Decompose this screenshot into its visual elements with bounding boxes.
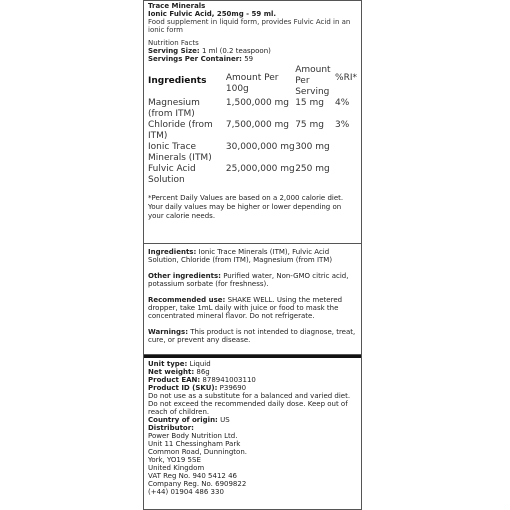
nutrition-panel — [143, 0, 362, 244]
distributor-line: Company Reg. No. 6909822 — [148, 480, 247, 488]
recommended-use-label: Recommended use: — [148, 296, 226, 304]
product-sku-label: Product ID (SKU): — [148, 384, 218, 392]
row-per100g: 1,500,000 mg — [225, 98, 290, 108]
distributor-line: York, YO19 5SE — [148, 456, 201, 464]
col-amount-100g: Amount Per 100g — [225, 73, 279, 94]
row-ri — [335, 164, 357, 186]
table-row — [148, 120, 357, 142]
servings-value: 59 — [244, 55, 254, 63]
row-per-serving: 300 mg — [295, 142, 330, 152]
servings-per-container — [148, 55, 357, 63]
row-name: Fulvic Acid Solution — [148, 164, 196, 185]
table-row — [148, 142, 357, 164]
distributor-line: United Kingdom — [148, 464, 205, 472]
country-of-origin-label: Country of origin: — [148, 416, 218, 424]
distributor-line: VAT Reg No. 940 5412 46 — [148, 472, 237, 480]
distributor-line: Unit 11 Chessingham Park — [148, 440, 241, 448]
net-weight — [148, 368, 357, 376]
servings-label: Servings Per Container: — [148, 55, 242, 63]
row-ri — [335, 142, 357, 164]
row-per100g: 7,500,000 mg — [225, 120, 290, 130]
distributor-line: Power Body Nutrition Ltd. — [148, 432, 238, 440]
product-title: Ionic Fulvic Acid, 250mg - 59 ml. — [148, 10, 277, 18]
ingredients-text: Ionic Trace Minerals (ITM), Fulvic Acid Solution, Chloride (from ITM), Magnesium (from ITM) — [148, 248, 333, 264]
table-header-row — [148, 65, 357, 98]
ingredients-table — [148, 65, 357, 186]
ingredients-label: Ingredients: — [148, 248, 197, 256]
serving-size — [148, 47, 357, 55]
table-row — [148, 164, 357, 186]
ingredients-statement — [148, 248, 357, 264]
unit-type — [148, 360, 357, 368]
usage-advice: Do not use as a substitute for a balanced and varied diet. Do not exceed the recommended daily dose. Keep out of reach of children. — [148, 392, 351, 416]
unit-type-label: Unit type: — [148, 360, 188, 368]
country-of-origin — [148, 416, 357, 424]
product-info-panel — [143, 355, 362, 510]
row-per-serving: 15 mg — [295, 98, 324, 108]
product-sku — [148, 384, 357, 392]
serving-size-value: 1 ml (0.2 teaspoon) — [201, 47, 271, 55]
other-ingredients-label: Other ingredients: — [148, 272, 221, 280]
col-ri: %RI* — [335, 73, 357, 83]
other-ingredients-text: Purified water, Non-GMO citric acid, potassium sorbate (for freshness). — [148, 272, 349, 288]
distributor-line: (+44) 01904 486 330 — [148, 488, 224, 496]
row-name: Chloride (from ITM) — [148, 120, 213, 141]
table-row — [148, 98, 357, 120]
row-per-serving: 75 mg — [295, 120, 324, 130]
distributor-line: Common Road, Dunnington. — [148, 448, 247, 456]
net-weight-value: 86g — [196, 368, 210, 376]
daily-values-footnote: *Percent Daily Values are based on a 2,000 calorie diet. Your daily values may be higher or lower depending on your calorie needs. — [148, 194, 344, 220]
warnings-text: This product is not intended to diagnose, treat, cure, or prevent any disease. — [148, 328, 356, 344]
row-ri: 4% — [335, 98, 350, 108]
product-description: Food supplement in liquid form, provides Fulvic Acid in an ionic form — [148, 18, 351, 34]
col-ingredients: Ingredients — [148, 76, 207, 86]
product-ean-label: Product EAN: — [148, 376, 201, 384]
col-amount-serving: Amount Per Serving — [295, 65, 331, 97]
serving-size-label: Serving Size: — [148, 47, 200, 55]
product-ean — [148, 376, 357, 384]
warnings — [148, 328, 357, 344]
distributor-label: Distributor: — [148, 424, 194, 432]
warnings-label: Warnings: — [148, 328, 188, 336]
row-per100g: 25,000,000 mg — [225, 164, 295, 174]
row-per-serving: 250 mg — [295, 164, 330, 174]
net-weight-label: Net weight: — [148, 368, 195, 376]
row-name: Magnesium (from ITM) — [148, 98, 200, 119]
recommended-use-text: SHAKE WELL. Using the metered dropper, take 1mL daily with juice or food to mask the concentrated mineral flavor. Do not refrigerate. — [148, 296, 343, 320]
other-ingredients — [148, 272, 357, 288]
row-ri: 3% — [335, 120, 350, 130]
unit-type-value: Liquid — [189, 360, 211, 368]
brand-name: Trace Minerals — [148, 2, 206, 10]
product-sku-value: P39690 — [219, 384, 247, 392]
nutrition-facts-title: Nutrition Facts — [148, 39, 199, 47]
country-of-origin-value: US — [220, 416, 230, 424]
row-per100g: 30,000,000 mg — [225, 142, 295, 152]
details-panel — [143, 244, 362, 355]
recommended-use — [148, 296, 357, 320]
product-ean-value: 878941003110 — [202, 376, 256, 384]
row-name: Ionic Trace Minerals (ITM) — [148, 142, 212, 163]
